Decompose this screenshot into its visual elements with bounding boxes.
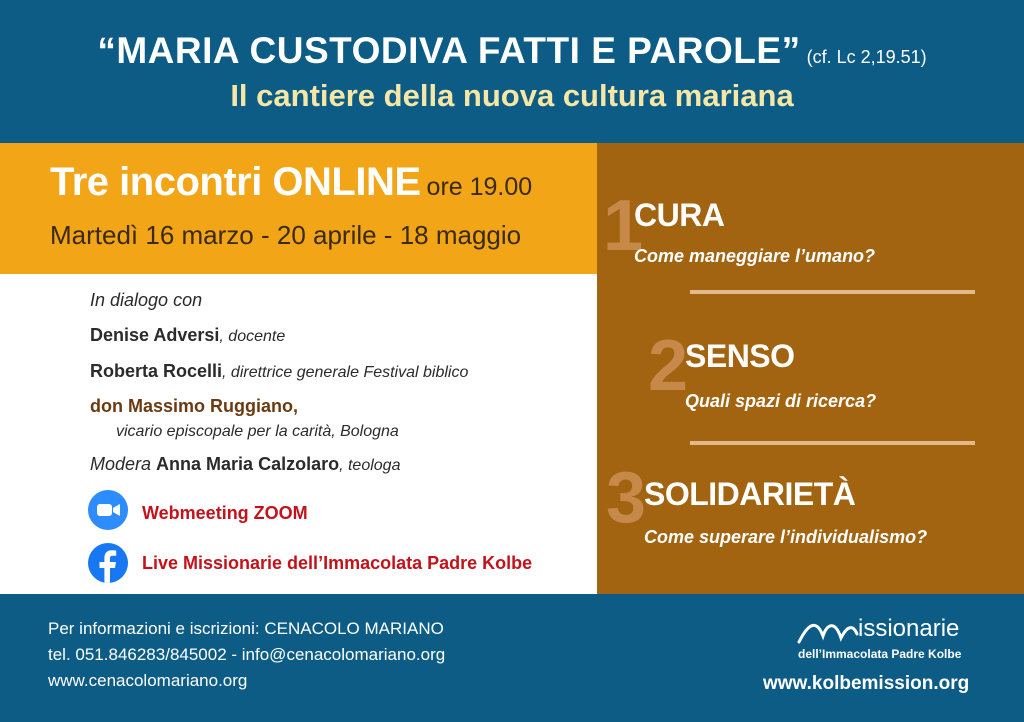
topic-question: Come superare l’individualismo? bbox=[644, 527, 928, 547]
facebook-icon[interactable] bbox=[88, 543, 128, 583]
footer-contacts: tel. 051.846283/845002 - info@cenacolomariano.org bbox=[48, 645, 446, 664]
flyer-title bbox=[0, 30, 1024, 72]
topic-number: 3 bbox=[606, 458, 647, 538]
logo-subtitle: dell’Immacolata Padre Kolbe bbox=[798, 647, 962, 661]
topic-divider bbox=[690, 441, 975, 445]
topic-title: CURA bbox=[634, 197, 725, 233]
topic-divider bbox=[690, 290, 975, 294]
zoom-link[interactable]: Webmeeting ZOOM bbox=[142, 503, 308, 523]
title-reference: (cf. Lc 2,19.51) bbox=[806, 47, 927, 67]
topic-title: SENSO bbox=[685, 338, 795, 374]
speaker-role: vicario episcopale per la carità, Bologna bbox=[116, 423, 399, 440]
speaker-comma: , bbox=[293, 396, 299, 416]
dialogue-intro: In dialogo con bbox=[90, 290, 203, 310]
moderator-role: , teologa bbox=[339, 457, 401, 474]
facebook-live-link[interactable]: Live Missionarie dell’Immacolata Padre Kolbe bbox=[142, 553, 533, 573]
footer-info: Per informazioni e iscrizioni: CENACOLO MARIANO bbox=[48, 619, 444, 638]
event-dates: Martedì 16 marzo - 20 aprile - 18 maggio bbox=[50, 220, 522, 250]
video-camera-icon[interactable] bbox=[88, 490, 128, 530]
moderator-name: Anna Maria Calzolaro bbox=[156, 454, 340, 474]
title-main: “MARIA CUSTODIVA FATTI E PAROLE” bbox=[97, 30, 801, 71]
topic-title: SOLIDARIETÀ bbox=[644, 476, 856, 512]
speaker-role: , direttrice generale Festival biblico bbox=[222, 364, 469, 381]
event-headline-row bbox=[50, 160, 532, 205]
logo-website[interactable]: www.kolbemission.org bbox=[763, 673, 970, 694]
speaker-name: don Massimo Ruggiano bbox=[90, 396, 294, 416]
topic-number: 2 bbox=[648, 326, 689, 406]
speaker-row bbox=[90, 396, 298, 417]
speaker-name: Denise Adversi bbox=[90, 325, 220, 345]
topic-question: Come maneggiare l’umano? bbox=[634, 246, 876, 266]
speaker-role-line bbox=[116, 420, 399, 441]
moderator-prefix: Modera bbox=[90, 454, 152, 474]
speaker-row bbox=[90, 361, 468, 382]
logo-wordmark: issionarie bbox=[858, 615, 960, 642]
topic-question: Quali spazi di ricerca? bbox=[685, 391, 877, 411]
event-headline: Tre incontri ONLINE bbox=[50, 160, 421, 204]
speaker-row bbox=[90, 325, 285, 346]
event-time: ore 19.00 bbox=[426, 173, 533, 201]
speaker-name: Roberta Rocelli bbox=[90, 361, 223, 381]
flyer-subtitle: Il cantiere della nuova cultura mariana bbox=[230, 78, 794, 113]
moderator-row bbox=[90, 454, 400, 475]
topic-number: 1 bbox=[603, 186, 644, 266]
footer-website[interactable]: www.cenacolomariano.org bbox=[48, 671, 248, 690]
speaker-role: , docente bbox=[219, 328, 286, 345]
